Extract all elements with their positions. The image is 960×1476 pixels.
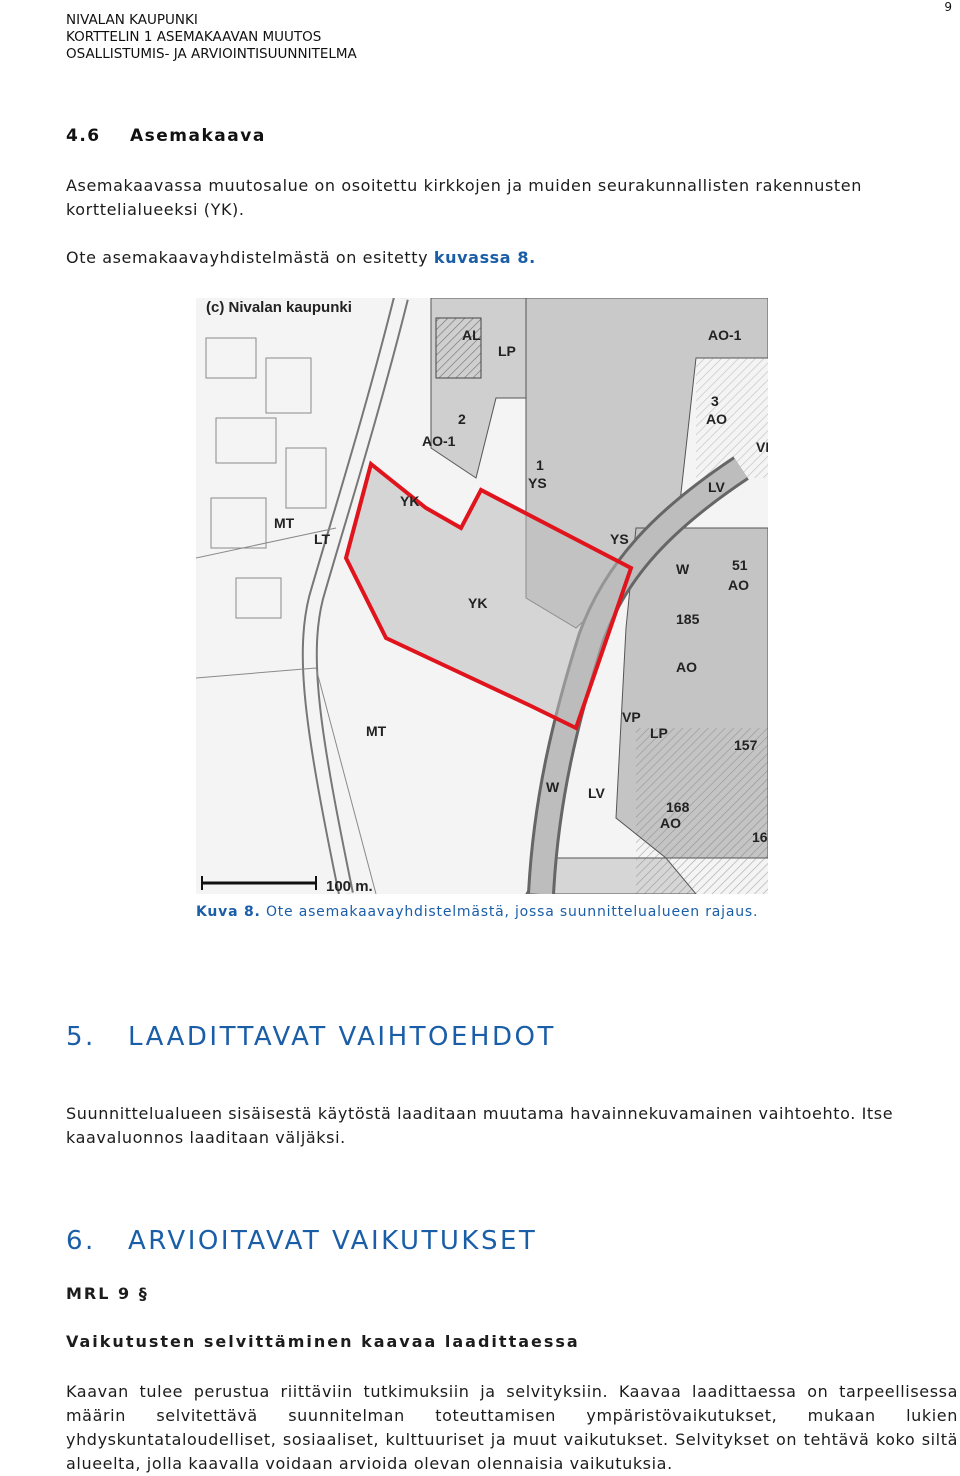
- map-label: AO: [676, 659, 697, 675]
- map-label: W: [676, 561, 690, 577]
- map-label: LV: [708, 479, 725, 495]
- section-title: Asemakaava: [130, 126, 266, 146]
- zoning-map: [196, 298, 768, 894]
- figure-caption: [196, 904, 758, 920]
- map-label: AO-1: [708, 327, 742, 343]
- map-label: AO-1: [422, 433, 456, 449]
- figure-label: Kuva 8.: [196, 904, 261, 920]
- header-line-2: KORTTELIN 1 ASEMAKAAVAN MUUTOS: [66, 29, 322, 45]
- scale-label: 100 m.: [326, 878, 373, 894]
- section-5-heading: [66, 1022, 556, 1052]
- section-number: 6.: [66, 1226, 96, 1256]
- map-label: 168: [666, 799, 690, 815]
- map-label: AO: [660, 815, 681, 831]
- figure-caption-text: Ote asemakaavayhdistelmästä, jossa suunnittelualueen rajaus.: [260, 904, 759, 920]
- header-line-1: NIVALAN KAUPUNKI: [66, 12, 198, 28]
- page-number: 9: [944, 0, 952, 14]
- map-label: LV: [588, 785, 605, 801]
- map-label: YS: [528, 475, 547, 491]
- map-label: 157: [734, 737, 758, 753]
- section-6-heading: [66, 1226, 537, 1256]
- map-label: YK: [400, 493, 420, 509]
- map-label: MT: [274, 515, 295, 531]
- map-label: YS: [610, 531, 629, 547]
- map-label: VP: [622, 709, 641, 725]
- header-line-3: OSALLISTUMIS- JA ARVIOINTISUUNNITELMA: [66, 46, 357, 62]
- map-label: AO: [728, 577, 749, 593]
- map-label: YK: [468, 595, 488, 611]
- map-label: LP: [498, 343, 516, 359]
- map-copyright: (c) Nivalan kaupunki: [206, 299, 352, 316]
- map-label: W: [546, 779, 560, 795]
- section-number: 5.: [66, 1022, 96, 1052]
- section-6-paragraph: Kaavan tulee perustua riittäviin tutkimuksiin ja selvityksiin. Kaavaa laadittaessa on tarpeellisessa määrin selvitettävä suunnitelman toteuttamisen ympäristövaikutukset, mukaan lukien yhdyskuntataloudelliset, sosiaaliset, kulttuuriset ja muut vaikutukset. Selvitykset on tehtävä koko siltä alueelta, jolla kaavalla voidaan arvioida olevan olennaisia vaikutuksia.: [66, 1382, 958, 1473]
- map-label: 1: [536, 457, 544, 473]
- section-number: 4.6: [66, 126, 101, 146]
- map-label: AL: [462, 327, 481, 343]
- map-label: 3: [711, 393, 719, 409]
- map-label: AO: [706, 411, 727, 427]
- section-title: ARVIOITAVAT VAIKUTUKSET: [128, 1226, 538, 1256]
- map-label: 51: [732, 557, 748, 573]
- map-label: LP: [650, 725, 668, 741]
- subheading: Vaikutusten selvittäminen kaavaa laadittaessa: [66, 1332, 580, 1351]
- map-label: 185: [676, 611, 700, 627]
- map-label: 2: [458, 411, 466, 427]
- map-label: MT: [366, 723, 387, 739]
- law-reference: MRL 9 §: [66, 1284, 149, 1303]
- map-label: VI: [756, 439, 768, 455]
- map-label: LT: [314, 531, 331, 547]
- section-4-6-paragraph-1: Asemakaavassa muutosalue on osoitettu kirkkojen ja muiden seurakunnallisten rakennusten korttelialueeksi (YK).: [66, 176, 862, 219]
- zoning-map-figure: [196, 298, 768, 894]
- figure-reference-link[interactable]: kuvassa 8.: [433, 248, 536, 267]
- section-4-6-paragraph-2: [66, 246, 946, 270]
- section-4-6-heading: [66, 126, 266, 146]
- paragraph-text: Ote asemakaavayhdistelmästä on esitetty: [66, 248, 434, 267]
- document-header: [66, 12, 357, 63]
- section-5-paragraph: Suunnittelualueen sisäisestä käytöstä laaditaan muutama havainnekuvamainen vaihtoehto. Itse kaavaluonnos laaditaan väljäksi.: [66, 1104, 894, 1147]
- section-title: LAADITTAVAT VAIHTOEHDOT: [128, 1022, 556, 1052]
- map-label: 16: [752, 829, 768, 845]
